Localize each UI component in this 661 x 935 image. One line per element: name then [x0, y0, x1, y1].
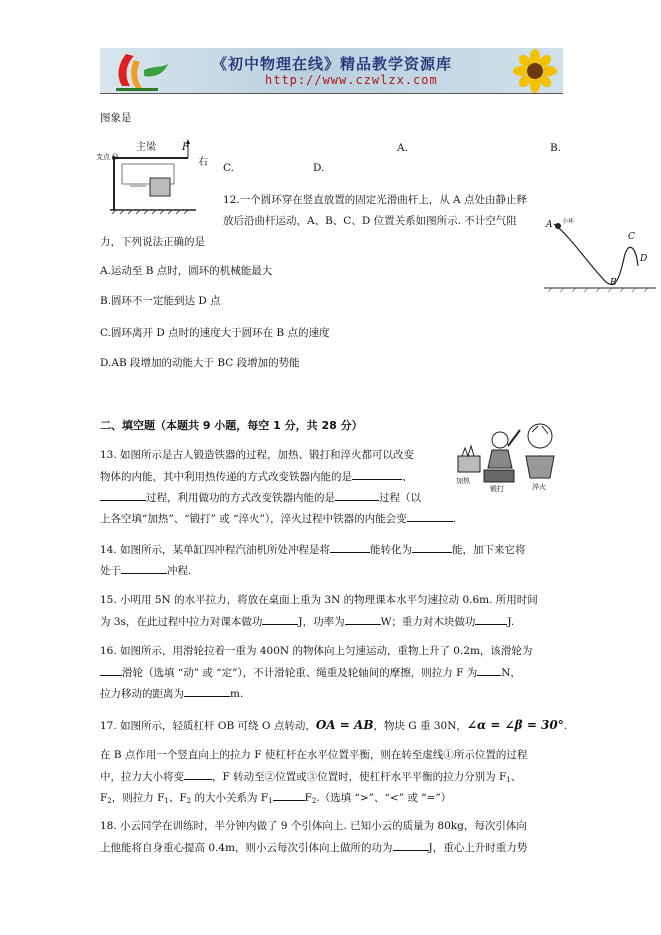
curve-label-b: B [610, 278, 617, 288]
q13-line3 [100, 489, 421, 505]
banner-url: http://www.czwlzx.com [265, 73, 438, 87]
q15-text: W；重力对木块做功 [380, 616, 476, 628]
q17-line2: 在 B 点作用一个竖直向上的拉力 F 使杠杆在水平位置平衡，则在转至虚线①所示位置的过程 [100, 749, 528, 761]
curve-label-c: C [628, 232, 635, 242]
q17-text: ，则拉力 F [111, 792, 165, 804]
answer-blank[interactable] [477, 664, 501, 676]
option-a-label: A. [397, 142, 408, 154]
q18-line2 [100, 839, 527, 855]
header-banner [100, 48, 563, 93]
q17-formula: ∠α = ∠β = 30° [466, 718, 564, 732]
banner-title: 《初中物理在线》精品教学资源库 [212, 55, 453, 73]
q16-line2 [100, 664, 521, 680]
lever-label-force: F [182, 142, 189, 153]
answer-blank[interactable] [273, 789, 305, 801]
q13-text: 过程，利用做功的方式改变铁器内能的是 [146, 492, 335, 504]
q13-text: . [452, 513, 456, 525]
subscript: 2 [311, 797, 317, 805]
q15-text: J. [507, 616, 515, 628]
option-b-label: B. [550, 142, 562, 154]
forge-figure [454, 420, 564, 500]
sunflower-icon [511, 49, 559, 93]
q17-text: ，F 转动至②位置或③位置时，使杠杆水平平衡的拉力分别为 F [212, 771, 507, 783]
q16-text: 滑轮（选填 “动” 或 “定”），不计滑轮重、绳重及轮轴间的摩擦，则拉力 F 为 [122, 667, 478, 679]
q16-line3 [100, 685, 243, 701]
answer-blank[interactable] [393, 839, 429, 851]
answer-blank[interactable] [100, 489, 146, 501]
curve-label-d: D [640, 254, 648, 264]
answer-blank[interactable] [412, 541, 452, 553]
subscript: 1 [164, 797, 169, 805]
answer-blank[interactable] [330, 541, 370, 553]
answer-blank[interactable] [262, 613, 298, 625]
q14-line1 [100, 541, 526, 557]
q17-text: 中，拉力大小将变 [100, 771, 184, 783]
q13-text: 、 [402, 471, 413, 483]
q16-line1: 16. 如图所示，用滑轮拉着一重为 400N 的物体向上匀速运动，重物上升了 0.2m，该滑轮为 [100, 645, 533, 657]
q18-text: J，重心上升时重力势 [428, 842, 528, 854]
q13-text: 上各空填“加热”、“锻打” 或 “淬火”），淬火过程中铁器的内能会变 [100, 513, 407, 525]
q16-text: 拉力移动的距离为 [100, 688, 184, 700]
q17-text: .（选填 “>”、“<” 或 “=”） [316, 792, 452, 804]
q16-text: N， [501, 667, 521, 679]
logo-icon [108, 50, 188, 92]
answer-blank[interactable] [100, 664, 122, 676]
q13-line2 [100, 468, 413, 484]
q17-formula: OA = AB [315, 718, 374, 732]
q12-line2: 放后沿曲杆运动，A、B、C、D 位置关系如图所示. 不计空气阻 [223, 215, 517, 227]
answer-blank[interactable] [475, 613, 507, 625]
q17-text: 17. 如图所示，轻质杠杆 OB 可绕 O 点转动， [100, 720, 316, 732]
answer-blank[interactable] [345, 613, 381, 625]
forge-label-hammer: 锻打 [490, 485, 504, 493]
subscript: 1 [268, 797, 273, 805]
q12-line1: 12.一个圆环穿在竖直放置的固定光滑曲杆上，从 A 点处由静止释 [223, 194, 527, 206]
forge-label-quench: 淬火 [532, 483, 546, 491]
q13-line1: 13. 如图所示是古人锻造铁器的过程，加热、锻打和淬火都可以改变 [100, 449, 415, 461]
lever-label-right: 右 [198, 157, 208, 168]
q12-line3: 力，下列说法正确的是 [100, 236, 205, 248]
q17-text: F [304, 792, 312, 804]
q18-text: 上他能将自身重心提高 0.4m，则小云每次引体向上做所的功为 [100, 842, 393, 854]
subscript: 1 [506, 776, 511, 784]
lever-figure [96, 138, 216, 216]
answer-blank[interactable] [184, 768, 212, 780]
header-rule [100, 93, 563, 94]
section-title: 二、填空题（本题共 9 小题，每空 1 分，共 28 分） [100, 419, 363, 432]
lead-text: 图象是 [100, 112, 132, 124]
q14-text: 冲程. [167, 565, 192, 577]
q17-text: F [100, 792, 108, 804]
curve-diagram [540, 206, 658, 296]
forge-label-heat: 加热 [456, 477, 470, 485]
q18-line1: 18. 小云同学在训练时，半分钟内做了 9 个引体向上. 已知小云的质量为 80kg，每次引体向 [100, 820, 527, 832]
answer-blank[interactable] [121, 562, 167, 574]
option-c-label: C. [223, 162, 234, 174]
q12-option-a: A.运动至 B 点时，圆环的机械能最大 [100, 265, 273, 277]
curve-figure [540, 206, 658, 296]
q17-text: 的大小关系为 F [191, 792, 269, 804]
q14-text: 处于 [100, 565, 121, 577]
q16-text: m. [230, 688, 244, 700]
forge-illustration [454, 420, 564, 500]
q12-option-d: D.AB 段增加的动能大于 BC 段增加的势能 [100, 357, 300, 369]
q17-line1 [100, 718, 567, 733]
q13-line4 [100, 510, 456, 526]
curve-label-ring: 小环 [562, 218, 575, 225]
q15-line2 [100, 613, 514, 629]
q17-text: 、F [168, 792, 187, 804]
subscript: 2 [186, 797, 192, 805]
answer-blank[interactable] [407, 510, 453, 522]
lever-label-pivot: 支点 O [96, 153, 118, 161]
curve-label-a: A [546, 220, 553, 230]
q14-line2 [100, 562, 191, 578]
q12-option-b: B.圆环不一定能到达 D 点 [100, 295, 221, 307]
q17-text: . [563, 720, 568, 732]
answer-blank[interactable] [335, 489, 379, 501]
q13-text: 物体的内能，其中利用热传递的方式改变铁器内能的是 [100, 471, 352, 483]
q12-option-c: C.圆环离开 D 点时的速度大于圆环在 B 点的速度 [100, 327, 330, 339]
lever-label-beam: 主梁 [136, 142, 156, 153]
q14-text: 能，加下来它将 [452, 544, 526, 556]
q17-line3 [100, 768, 521, 784]
lever-diagram [96, 138, 216, 216]
answer-blank[interactable] [184, 685, 230, 697]
answer-blank[interactable] [352, 468, 402, 480]
q14-text: 能转化为 [370, 544, 413, 556]
subscript: 2 [107, 797, 112, 805]
q15-text: 为 3s，在此过程中拉力对课本做功 [100, 616, 263, 628]
q15-text: J，功率为 [298, 616, 345, 628]
q17-text: ，物块 G 重 30N， [373, 720, 467, 732]
q17-line4 [100, 789, 451, 805]
q15-line1: 15. 小明用 5N 的水平拉力，将放在桌面上重为 3N 的物理课本水平匀速拉动 0.6m. 所用时间 [100, 594, 538, 606]
q17-text: 、 [510, 771, 522, 783]
option-d-label: D. [313, 162, 325, 174]
q13-text: 过程（以 [379, 492, 421, 504]
q14-text: 14. 如图所示，某单缸四冲程汽油机所处冲程是将 [100, 544, 331, 556]
